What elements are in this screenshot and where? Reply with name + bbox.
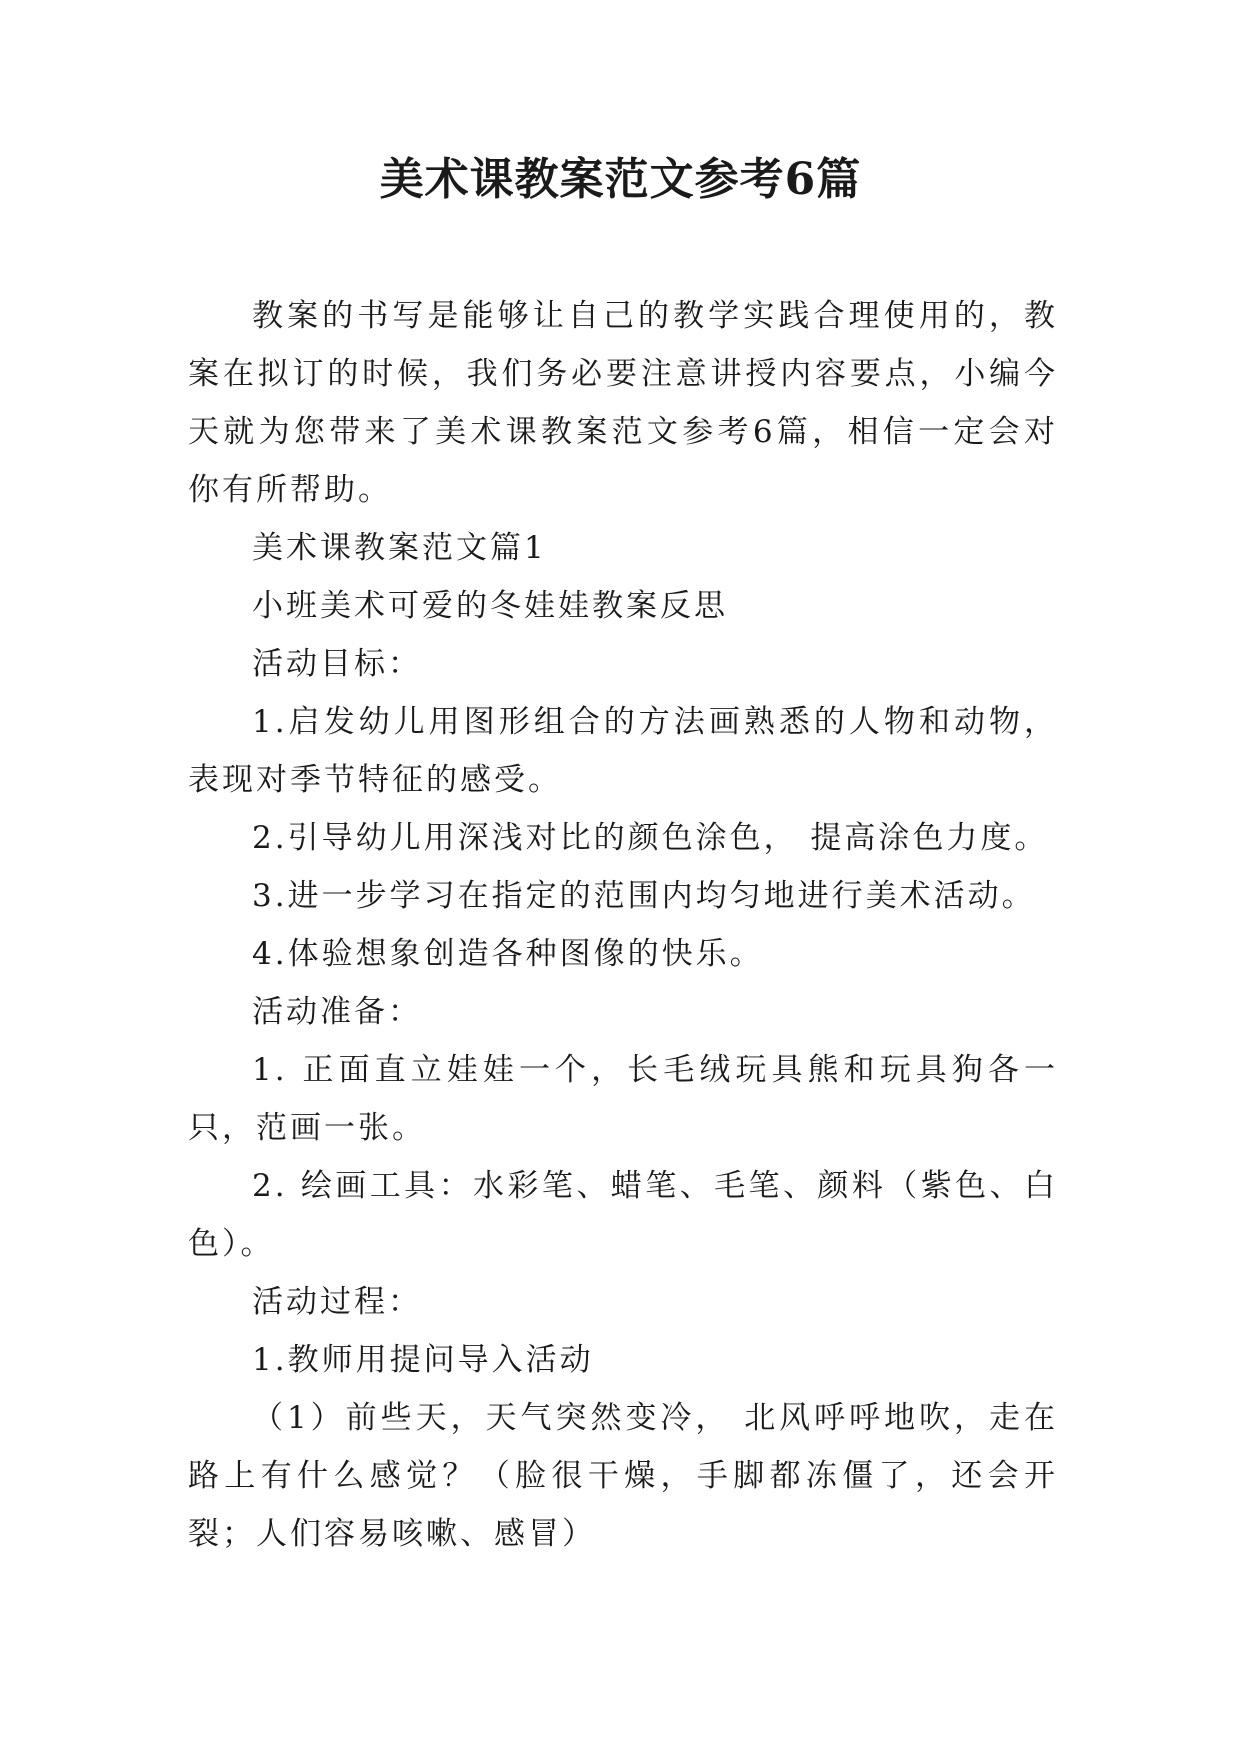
process-step-1: 1.教师用提问导入活动: [252, 1342, 594, 1378]
preparation-item-2: 2. 绘画工具：水彩笔、蜡笔、毛笔、颜料（紫色、白色）。: [188, 1168, 1058, 1262]
process-question-1: （1）前些天，天气突然变冷， 北风呼呼地吹，走在路上有什么感觉？（脸很干燥，手脚都冻僵了，还会开裂；人们容易咳嗽、感冒）: [188, 1400, 1058, 1552]
goal-item-4: 4.体验想象创造各种图像的快乐。: [252, 936, 764, 972]
preparation-item-1: 1. 正面直立娃娃一个，长毛绒玩具熊和玩具狗各一只，范画一张。: [188, 1052, 1058, 1146]
goal-item-2: 2.引导幼儿用深浅对比的颜色涂色， 提高涂色力度。: [252, 820, 1049, 856]
lesson-title: 小班美术可爱的冬娃娃教案反思: [252, 588, 728, 624]
goals-heading: 活动目标：: [252, 646, 422, 682]
document-body: [188, 287, 1058, 1563]
document-title: 美术课教案范文参考6篇: [379, 154, 862, 205]
section-heading: 美术课教案范文篇1: [252, 530, 547, 566]
intro-paragraph: 教案的书写是能够让自己的教学实践合理使用的，教案在拟订的时候，我们务必要注意讲授内容要点，小编今天就为您带来了美术课教案范文参考6篇，相信一定会对你有所帮助。: [188, 298, 1058, 508]
goal-item-1: 1.启发幼儿用图形组合的方法画熟悉的人物和动物，表现对季节特征的感受。: [188, 704, 1058, 798]
goal-item-3: 3.进一步学习在指定的范围内均匀地进行美术活动。: [252, 878, 1036, 914]
process-heading: 活动过程：: [252, 1284, 422, 1320]
preparation-heading: 活动准备：: [252, 994, 422, 1030]
